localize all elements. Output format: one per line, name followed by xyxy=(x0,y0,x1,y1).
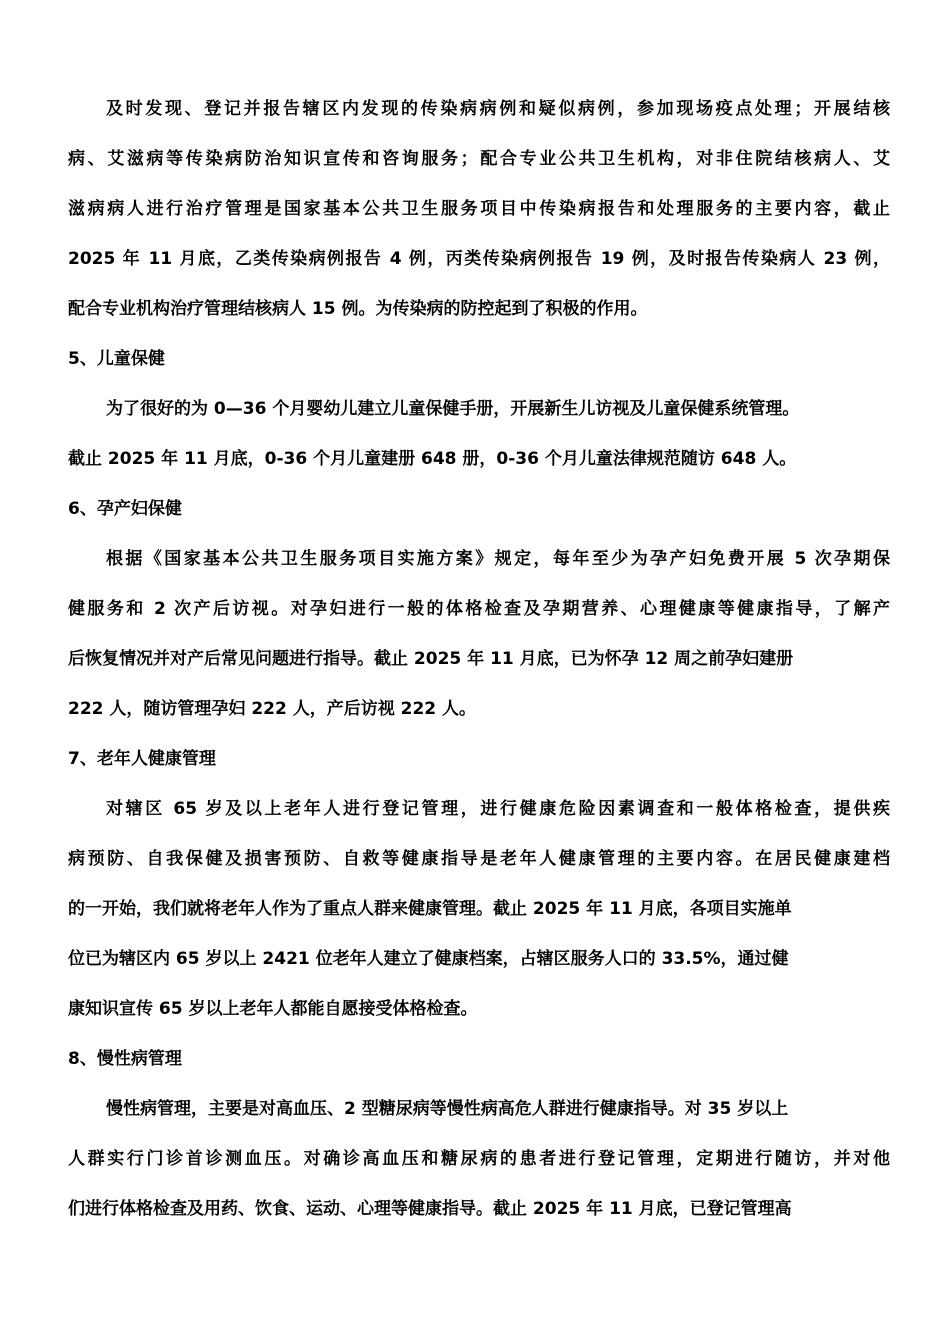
paragraph-line: 位已为辖区内 65 岁以上 2421 位老年人建立了健康档案，占辖区服务人口的 33.5%，通过健 xyxy=(68,949,789,969)
paragraph-line: 人群实行门诊首诊测血压。对确诊高血压和糖尿病的患者进行登记管理，定期进行随访，并对他 xyxy=(68,1149,890,1169)
paragraph-line: 根据《国家基本公共卫生服务项目实施方案》规定，每年至少为孕产妇免费开展 5 次孕期保 xyxy=(106,549,890,569)
paragraph-line: 健服务和 2 次产后访视。对孕妇进行一般的体格检查及孕期营养、心理健康等健康指导，了解产 xyxy=(68,599,890,619)
document-page xyxy=(68,84,890,1234)
paragraph-line: 滋病病人进行治疗管理是国家基本公共卫生服务项目中传染病报告和处理服务的主要内容，截止 xyxy=(68,199,890,219)
paragraph-line: 及时发现、登记并报告辖区内发现的传染病病例和疑似病例，参加现场疫点处理；开展结核 xyxy=(106,99,890,119)
paragraph-line: 康知识宣传 65 岁以上老年人都能自愿接受体格检查。 xyxy=(68,999,478,1019)
paragraph-line: 慢性病管理，主要是对高血压、2 型糖尿病等慢性病高危人群进行健康指导。对 35 岁以上 xyxy=(106,1099,789,1119)
section-heading-child-health: 5、儿童保健 xyxy=(68,349,165,369)
paragraph-line: 病预防、自我保健及损害预防、自救等健康指导是老年人健康管理的主要内容。在居民健康建档 xyxy=(68,849,890,869)
paragraph-line: 们进行体格检查及用药、饮食、运动、心理等健康指导。截止 2025 年 11 月底，已登记管理高 xyxy=(68,1199,792,1219)
paragraph-line: 后恢复情况并对产后常见问题进行指导。截止 2025 年 11 月底，已为怀孕 12 周之前孕妇建册 xyxy=(68,649,794,669)
paragraph-line: 配合专业机构治疗管理结核病人 15 例。为传染病的防控起到了积极的作用。 xyxy=(68,299,648,319)
paragraph-line: 为了很好的为 0—36 个月婴幼儿建立儿童保健手册，开展新生儿访视及儿童保健系统管理。 xyxy=(106,399,800,419)
paragraph-line: 2025 年 11 月底，乙类传染病例报告 4 例，丙类传染病例报告 19 例，及时报告传染病人 23 例， xyxy=(68,249,890,269)
paragraph-line: 222 人，随访管理孕妇 222 人，产后访视 222 人。 xyxy=(68,699,477,719)
section-heading-chronic-disease: 8、慢性病管理 xyxy=(68,1049,182,1069)
paragraph-line: 对辖区 65 岁及以上老年人进行登记管理，进行健康危险因素调查和一般体格检查，提供疾 xyxy=(106,799,890,819)
paragraph-line: 截止 2025 年 11 月底，0-36 个月儿童建册 648 册，0-36 个月儿童法律规范随访 648 人。 xyxy=(68,449,797,469)
paragraph-line: 的一开始，我们就将老年人作为了重点人群来健康管理。截止 2025 年 11 月底，各项目实施单 xyxy=(68,899,792,919)
section-heading-elderly-health: 7、老年人健康管理 xyxy=(68,749,216,769)
paragraph-line: 病、艾滋病等传染病防治知识宣传和咨询服务；配合专业公共卫生机构，对非住院结核病人、艾 xyxy=(68,149,890,169)
section-heading-maternal-health: 6、孕产妇保健 xyxy=(68,499,182,519)
